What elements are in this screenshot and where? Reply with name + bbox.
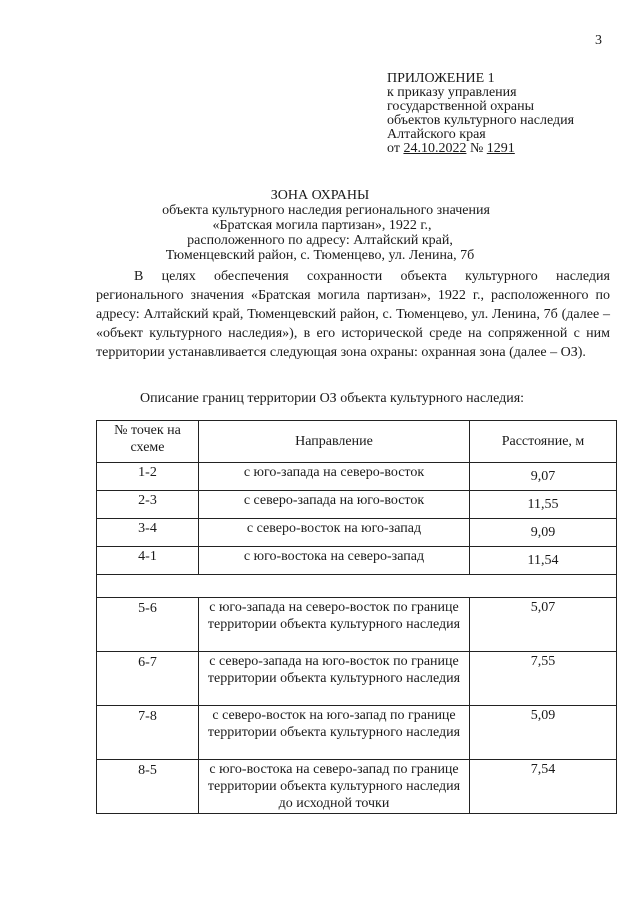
table-separator-row bbox=[97, 575, 617, 598]
table-row bbox=[97, 598, 617, 652]
cell-direction: с северо-запада на юго-восток bbox=[199, 491, 470, 519]
cell-distance: 9,09 bbox=[470, 519, 617, 547]
table-row bbox=[97, 760, 617, 814]
boundary-table bbox=[96, 420, 617, 814]
table-header-row bbox=[97, 421, 617, 463]
intro-paragraph: В целях обеспечения сохранности объекта культурного наследия регионального значения «Братская могила партизан», 1922 г., расположенного по адресу: Алтайский край, Тюменцевский район, с. Тюменцево, ул. Ленина, 7б (далее – «объект культурного наследия»), в его исторической среде на сопряженной с ним территории устанавливается следующая зона охраны: охранная зона (далее – ОЗ). bbox=[96, 269, 610, 360]
order-number: 1291 bbox=[486, 141, 515, 156]
cell-distance: 11,54 bbox=[470, 547, 617, 575]
cell-distance: 7,54 bbox=[470, 760, 617, 814]
table-caption: Описание границ территории ОЗ объекта культурного наследия: bbox=[140, 391, 525, 406]
empty-cell bbox=[97, 575, 617, 598]
cell-points: 7-8 bbox=[97, 706, 199, 760]
cell-points: 3-4 bbox=[97, 519, 199, 547]
cell-direction: с северо-запада на юго-восток по границе территории объекта культурного наследия bbox=[199, 652, 470, 706]
title-line: Тюменцевский район, с. Тюменцево, ул. Ленина, 7б bbox=[165, 248, 475, 263]
table-row bbox=[97, 706, 617, 760]
cell-direction: с юго-запада на северо-восток bbox=[199, 463, 470, 491]
appendix-line: Алтайского края bbox=[387, 127, 486, 142]
cell-distance: 7,55 bbox=[470, 652, 617, 706]
appendix-line: к приказу управления bbox=[387, 85, 517, 100]
header-direction: Направление bbox=[199, 421, 470, 463]
appendix-line: ПРИЛОЖЕНИЕ 1 bbox=[387, 71, 495, 86]
title-line: «Братская могила партизан», 1922 г., bbox=[212, 218, 432, 233]
table-row bbox=[97, 652, 617, 706]
title-heading: ЗОНА ОХРАНЫ bbox=[270, 188, 370, 203]
table-row bbox=[97, 463, 617, 491]
cell-direction: с юго-запада на северо-восток по границе территории объекта культурного наследия bbox=[199, 598, 470, 652]
cell-distance: 5,09 bbox=[470, 706, 617, 760]
table-row bbox=[97, 519, 617, 547]
cell-points: 1-2 bbox=[97, 463, 199, 491]
header-points: № точек на схеме bbox=[97, 421, 199, 463]
number-prefix: № bbox=[466, 141, 487, 156]
cell-points: 5-6 bbox=[97, 598, 199, 652]
appendix-block bbox=[387, 72, 574, 156]
cell-distance: 5,07 bbox=[470, 598, 617, 652]
document-title bbox=[0, 188, 640, 263]
cell-points: 6-7 bbox=[97, 652, 199, 706]
cell-points: 2-3 bbox=[97, 491, 199, 519]
cell-points: 8-5 bbox=[97, 760, 199, 814]
title-line: расположенного по адресу: Алтайский край, bbox=[187, 233, 453, 248]
date-prefix: от bbox=[387, 141, 404, 156]
cell-direction: с юго-востока на северо-запад bbox=[199, 547, 470, 575]
cell-direction: с юго-востока на северо-запад по границе территории объекта культурного наследия до исходной точки bbox=[199, 760, 470, 814]
title-line: объекта культурного наследия регионального значения bbox=[162, 203, 490, 218]
cell-direction: с северо-восток на юго-запад по границе территории объекта культурного наследия bbox=[199, 706, 470, 760]
page-number: 3 bbox=[595, 33, 602, 48]
order-date: 24.10.2022 bbox=[403, 141, 467, 156]
cell-direction: с северо-восток на юго-запад bbox=[199, 519, 470, 547]
appendix-line: государственной охраны bbox=[387, 99, 535, 114]
cell-distance: 11,55 bbox=[470, 491, 617, 519]
table-row bbox=[97, 491, 617, 519]
appendix-line: объектов культурного наследия bbox=[387, 113, 575, 128]
cell-points: 4-1 bbox=[97, 547, 199, 575]
cell-distance: 9,07 bbox=[470, 463, 617, 491]
table-row bbox=[97, 547, 617, 575]
appendix-date-line bbox=[387, 142, 574, 156]
header-distance: Расстояние, м bbox=[470, 421, 617, 463]
